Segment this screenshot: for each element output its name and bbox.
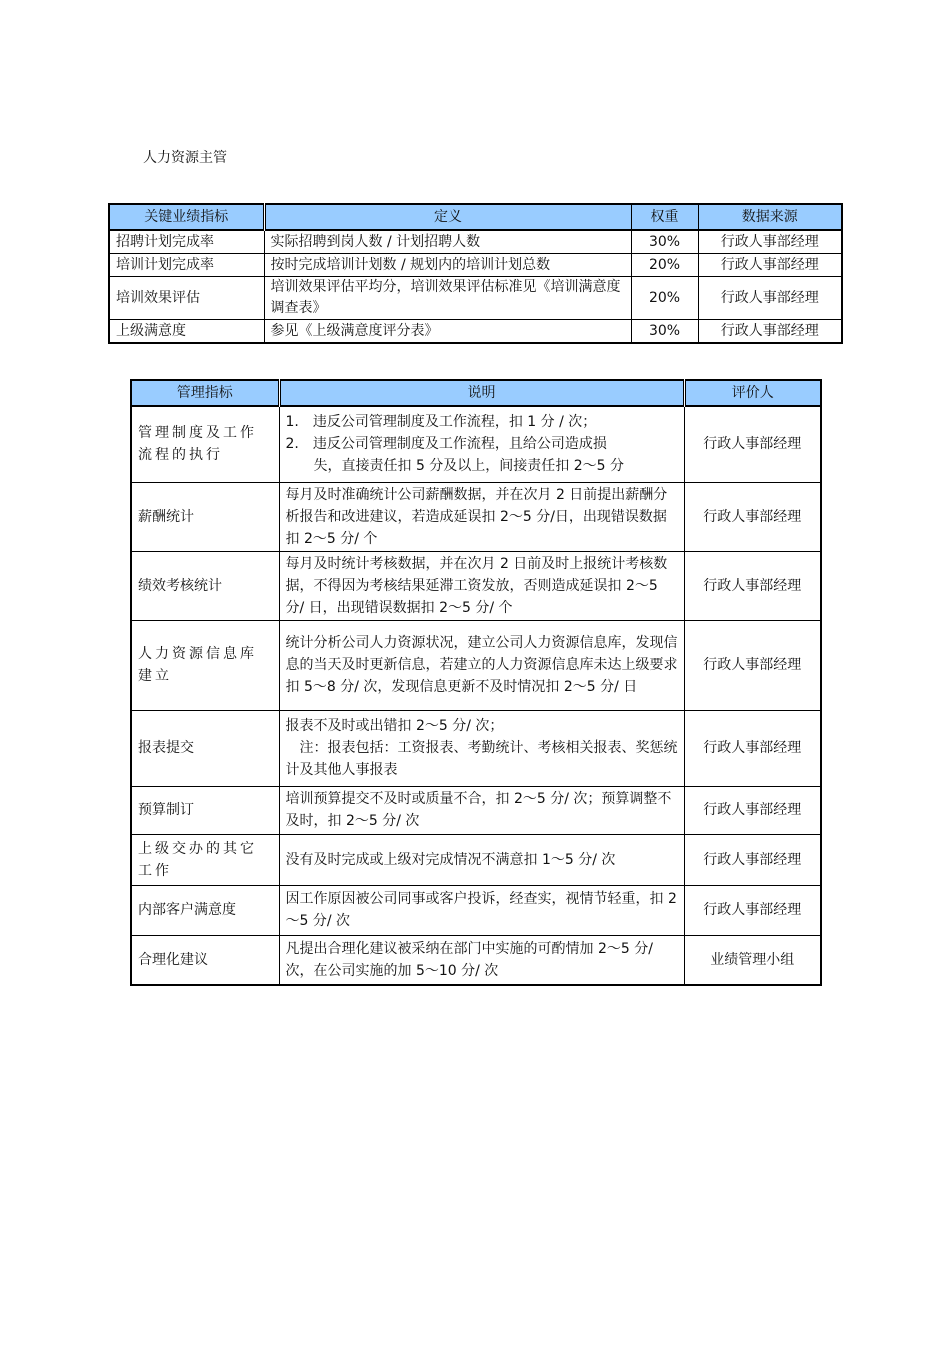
table-row (131, 551, 821, 620)
table-row (131, 834, 821, 885)
kpi-definition: 参见《上级满意度评分表》 (264, 320, 631, 344)
kpi-weight: 30% (631, 320, 698, 344)
table-row (131, 786, 821, 834)
mgmt-header-row (131, 380, 821, 406)
kpi-source: 行政人事部经理 (698, 254, 842, 277)
page-title: 人力资源主管 (143, 150, 227, 166)
table-row (131, 620, 821, 710)
kpi-indicator: 培训效果评估 (109, 277, 264, 320)
table-row (131, 710, 821, 786)
kpi-weight: 20% (631, 254, 698, 277)
mgmt-indicator: 人力资源信息库建立 (131, 620, 279, 710)
table-row (109, 277, 842, 320)
kpi-header-row (109, 204, 842, 230)
kpi-indicator: 培训计划完成率 (109, 254, 264, 277)
table-row (109, 320, 842, 344)
kpi-header-weight: 权重 (631, 204, 698, 230)
table-row (109, 254, 842, 277)
kpi-source: 行政人事部经理 (698, 230, 842, 254)
mgmt-indicator: 绩效考核统计 (131, 551, 279, 620)
kpi-definition: 培训效果评估平均分，培训效果评估标准见《培训满意度调查表》 (264, 277, 631, 320)
kpi-definition: 按时完成培训计划数 / 规划内的培训计划总数 (264, 254, 631, 277)
kpi-indicator: 上级满意度 (109, 320, 264, 344)
mgmt-evaluator: 行政人事部经理 (684, 482, 821, 551)
mgmt-indicator: 预算制订 (131, 786, 279, 834)
table-row (131, 935, 821, 985)
mgmt-indicator: 薪酬统计 (131, 482, 279, 551)
mgmt-evaluator: 业绩管理小组 (684, 935, 821, 985)
mgmt-description: 培训预算提交不及时或质量不合，扣 2～5 分/ 次；预算调整不及时，扣 2～5 分/ 次 (279, 786, 684, 834)
kpi-header-definition: 定义 (264, 204, 631, 230)
mgmt-indicator: 上级交办的其它工作 (131, 834, 279, 885)
mgmt-evaluator: 行政人事部经理 (684, 834, 821, 885)
table-row (131, 482, 821, 551)
mgmt-indicator: 报表提交 (131, 710, 279, 786)
mgmt-description: 报表不及时或出错扣 2～5 分/ 次； 注：报表包括：工资报表、考勤统计、考核相关报表、奖惩统计及其他人事报表 (279, 710, 684, 786)
mgmt-indicator: 管理制度及工作流程的执行 (131, 406, 279, 482)
kpi-source: 行政人事部经理 (698, 320, 842, 344)
mgmt-description: 凡提出合理化建议被采纳在部门中实施的可酌情加 2～5 分/ 次，在公司实施的加 5～10 分/ 次 (279, 935, 684, 985)
kpi-weight: 30% (631, 230, 698, 254)
kpi-header-source: 数据来源 (698, 204, 842, 230)
mgmt-evaluator: 行政人事部经理 (684, 551, 821, 620)
mgmt-description: 每月及时准确统计公司薪酬数据，并在次月 2 日前提出薪酬分析报告和改进建议，若造成延误扣 2～5 分/日，出现错误数据扣 2～5 分/ 个 (279, 482, 684, 551)
mgmt-description: 1. 违反公司管理制度及工作流程，扣 1 分 / 次； 2. 违反公司管理制度及工作流程，且给公司造成损 失，直接责任扣 5 分及以上，间接责任扣 2～5 分 (279, 406, 684, 482)
table-row (131, 406, 821, 482)
mgmt-evaluator: 行政人事部经理 (684, 786, 821, 834)
mgmt-evaluator: 行政人事部经理 (684, 620, 821, 710)
kpi-table (108, 203, 843, 344)
mgmt-description: 因工作原因被公司同事或客户投诉，经查实，视情节轻重，扣 2～5 分/ 次 (279, 885, 684, 935)
kpi-indicator: 招聘计划完成率 (109, 230, 264, 254)
mgmt-description: 每月及时统计考核数据，并在次月 2 日前及时上报统计考核数据，不得因为考核结果延滞工资发放，否则造成延误扣 2～5 分/ 日，出现错误数据扣 2～5 分/ 个 (279, 551, 684, 620)
mgmt-table (130, 379, 822, 986)
table-row (109, 230, 842, 254)
mgmt-header-description: 说明 (279, 380, 684, 406)
mgmt-header-evaluator: 评价人 (684, 380, 821, 406)
mgmt-description: 没有及时完成或上级对完成情况不满意扣 1～5 分/ 次 (279, 834, 684, 885)
kpi-weight: 20% (631, 277, 698, 320)
kpi-source: 行政人事部经理 (698, 277, 842, 320)
mgmt-evaluator: 行政人事部经理 (684, 885, 821, 935)
mgmt-evaluator: 行政人事部经理 (684, 406, 821, 482)
mgmt-indicator: 合理化建议 (131, 935, 279, 985)
kpi-definition: 实际招聘到岗人数 / 计划招聘人数 (264, 230, 631, 254)
mgmt-indicator: 内部客户满意度 (131, 885, 279, 935)
mgmt-header-indicator: 管理指标 (131, 380, 279, 406)
mgmt-evaluator: 行政人事部经理 (684, 710, 821, 786)
table-row (131, 885, 821, 935)
mgmt-description: 统计分析公司人力资源状况，建立公司人力资源信息库，发现信息的当天及时更新信息，若建立的人力资源信息库未达上级要求扣 5～8 分/ 次，发现信息更新不及时情况扣 2～5 分/ 日 (279, 620, 684, 710)
kpi-header-indicator: 关键业绩指标 (109, 204, 264, 230)
